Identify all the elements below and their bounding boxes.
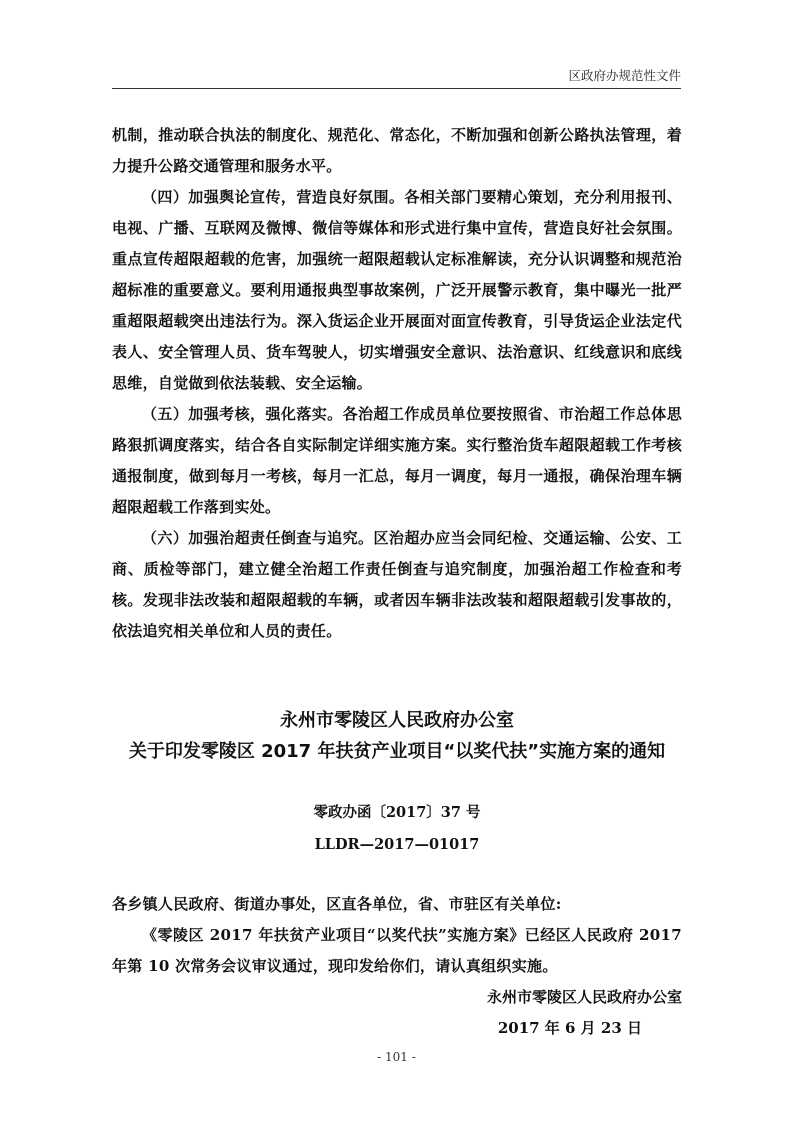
notice-title-line2: 关于印发零陵区 2017 年扶贫产业项目“以奖代扶”实施方案的通知 <box>128 741 666 762</box>
notice-title-line1: 永州市零陵区人民政府办公室 <box>280 710 514 731</box>
body-paragraphs <box>112 120 682 647</box>
signature-date: 2017 年 6 月 23 日 <box>497 1019 642 1037</box>
running-header: 区政府办规范性文件 <box>568 68 681 83</box>
body-paragraph: 机制，推动联合执法的制度化、规范化、常态化，不断加强和创新公路执法管理，着力提升公路交通管理和服务水平。 <box>112 126 682 175</box>
body-paragraph: （五）加强考核，强化落实。各治超工作成员单位要按照省、市治超工作总体思路狠抓调度落实，结合各自实际制定详细实施方案。实行整治货车超限超载工作考核通报制度，做到每月一考核，每月一汇总，每月一调度，每月一通报，确保治理车辆超限超载工作落到实处。 <box>112 405 682 516</box>
registration-number: LLDR—2017—01017 <box>314 836 480 853</box>
signature-org: 永州市零陵区人民政府办公室 <box>486 988 682 1006</box>
addressee: 各乡镇人民政府、街道办事处，区直各单位，省、市驻区有关单位: <box>112 895 562 913</box>
page-content <box>112 120 682 1044</box>
body-paragraph: （四）加强舆论宣传，营造良好氛围。各相关部门要精心策划，充分利用报刊、电视、广播、互联网及微博、微信等媒体和形式进行集中宣传，营造良好社会氛围。重点宣传超限超载的危害，加强统一超限超载认定标准解读，充分认识调整和规范治超标准的重要意义。要利用通报典型事故案例，广泛开展警示教育，集中曝光一批严重超限超载突出违法行为。深入货运企业开展面对面宣传教育，引导货运企业法定代表人、安全管理人员、货车驾驶人，切实增强安全意识、法治意识、红线意识和底线思维，自觉做到依法装载、安全运输。 <box>112 188 682 392</box>
notice-body: 《零陵区 2017 年扶贫产业项目“以奖代扶”实施方案》已经区人民政府 2017 年第 10 次常务会议审议通过，现印发给你们，请认真组织实施。 <box>112 926 682 975</box>
body-paragraph: （六）加强治超责任倒查与追究。区治超办应当会同纪检、交通运输、公安、工商、质检等部门，建立健全治超工作责任倒查与追究制度，加强治超工作检查和考核。发现非法改装和超限超载的车辆，或者因车辆非法改装和超限超载引发事故的，依法追究相关单位和人员的责任。 <box>112 529 682 640</box>
header-rule <box>112 88 681 89</box>
page-number: - 101 - <box>377 1050 416 1064</box>
document-number: 零政办函〔2017〕37 号 <box>313 804 481 821</box>
